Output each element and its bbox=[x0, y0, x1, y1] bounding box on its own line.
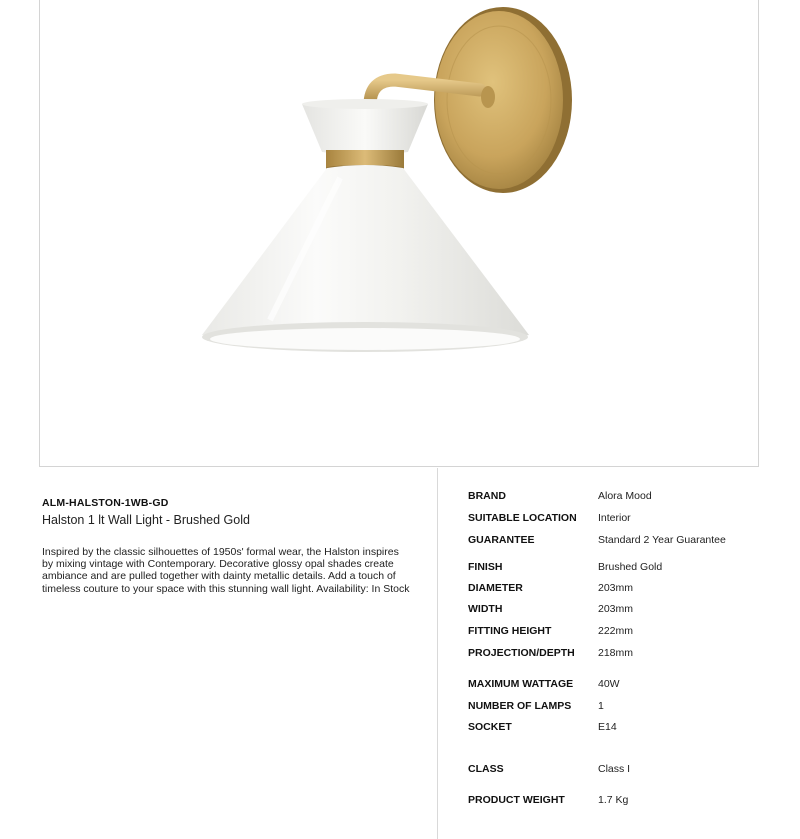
spec-value-width: 203mm bbox=[598, 603, 634, 615]
spec-value-class: Class I bbox=[598, 763, 631, 775]
shade-cap bbox=[302, 99, 428, 155]
spec-value-finish: Brushed Gold bbox=[598, 561, 663, 573]
opal-shade bbox=[202, 165, 529, 352]
spec-value-diameter: 203mm bbox=[598, 582, 634, 594]
spec-label-fitting-height: FITTING HEIGHT bbox=[468, 625, 552, 637]
spec-value-socket: E14 bbox=[598, 721, 617, 733]
spec-value-wattage: 40W bbox=[598, 678, 620, 690]
spec-label-lamps: NUMBER OF LAMPS bbox=[468, 700, 572, 712]
spec-label-socket: SOCKET bbox=[468, 721, 512, 733]
spec-label-brand: BRAND bbox=[468, 490, 506, 502]
spec-label-location: SUITABLE LOCATION bbox=[468, 512, 577, 524]
spec-value-brand: Alora Mood bbox=[598, 490, 652, 502]
spec-value-guarantee: Standard 2 Year Guarantee bbox=[598, 534, 726, 546]
product-sku: ALM-HALSTON-1WB-GD bbox=[42, 497, 169, 509]
spec-label-guarantee: GUARANTEE bbox=[468, 534, 535, 546]
spec-label-class: CLASS bbox=[468, 763, 504, 775]
spec-value-weight: 1.7 Kg bbox=[598, 794, 629, 806]
product-description: Inspired by the classic silhouettes of 1950s' formal wear, the Halston inspires by mixing vintage with Contemporary. Decorative glossy opal shades create ambiance and are pulled together with dainty metallic details. Add a touch of timeless couture to your space with this stunning wall light. Availability: In Stock bbox=[42, 546, 410, 595]
spec-label-width: WIDTH bbox=[468, 603, 503, 615]
wall-plate bbox=[434, 7, 572, 193]
product-image-frame bbox=[39, 0, 759, 467]
product-image bbox=[40, 0, 760, 467]
spec-label-wattage: MAXIMUM WATTAGE bbox=[468, 678, 574, 690]
spec-value-location: Interior bbox=[598, 512, 631, 524]
column-divider bbox=[437, 468, 438, 839]
spec-label-projection: PROJECTION/DEPTH bbox=[468, 647, 575, 659]
spec-label-weight: PRODUCT WEIGHT bbox=[468, 794, 565, 806]
spec-value-projection: 218mm bbox=[598, 647, 634, 659]
spec-label-diameter: DIAMETER bbox=[468, 582, 523, 594]
product-title: Halston 1 lt Wall Light - Brushed Gold bbox=[42, 513, 250, 527]
spec-label-finish: FINISH bbox=[468, 561, 503, 573]
spec-value-fitting-height: 222mm bbox=[598, 625, 634, 637]
spec-value-lamps: 1 bbox=[598, 700, 604, 712]
